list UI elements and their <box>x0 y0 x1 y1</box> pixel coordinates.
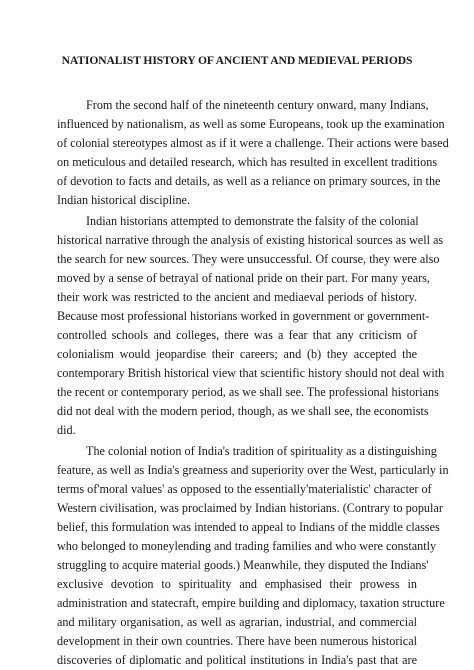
paragraph-3-line-9: administration and statecraft, empire building and diplomacy, taxation structure <box>57 596 445 610</box>
paragraph-3-line-12: discoveries of diplomatic and political institutions in India's past that are <box>57 653 417 667</box>
paragraph-2-line-9: contemporary British historical view that scientific history should not deal with <box>57 366 445 380</box>
paragraph-2-line-2: historical narrative through the analysis of existing historical sources as well as <box>57 233 444 247</box>
paragraph-3-line-11: development in their own countries. There have been numerous historical <box>57 634 417 648</box>
paragraph-1-line-2: influenced by nationalism, as well as some Europeans, took up the examination <box>57 117 445 131</box>
paragraph-3-line-1: The colonial notion of India's tradition of spirituality as a distinguishing <box>86 444 437 458</box>
paragraph-3-line-5: belief, this formulation was intended to appeal to Indians of the middle classes <box>57 520 440 534</box>
paragraph-1-line-1: From the second half of the nineteenth century onward, many Indians, <box>86 98 429 112</box>
paragraph-3-line-2: feature, as well as India's greatness and superiority over the West, particularly in <box>57 463 449 477</box>
paragraph-2-line-6: Because most professional historians worked in government or government- <box>57 309 430 323</box>
paragraph-2-line-8: colonialism would jeopardise their careers; and (b) they accepted the <box>57 347 417 361</box>
paragraph-2-line-11: did not deal with the modern period, though, as we shall see, the economists <box>57 404 429 418</box>
paragraph-2-line-4: moved by a sense of betrayal of national pride on their part. For many years, <box>57 271 430 285</box>
paragraph-3-line-6: who belonged to moneylending and trading families and who were constantly <box>57 539 437 553</box>
paragraph-2-line-3: the search for new sources. They were unsuccessful. Of course, they were also <box>57 252 440 266</box>
paragraph-2-line-5: their work was restricted to the ancient and mediaeval periods of history. <box>57 290 417 304</box>
paragraph-2-line-7: controlled schools and colleges, there was a fear that any criticism of <box>57 328 417 342</box>
paragraph-1-line-3: of colonial stereotypes almost as if it were a challenge. Their actions were based <box>57 136 449 150</box>
paragraph-1-line-4: on meticulous and detailed research, which has resulted in excellent traditions <box>57 155 438 169</box>
paragraph-3-line-7: struggling to acquire material goods.) Meanwhile, they disputed the Indians' <box>57 558 429 572</box>
paragraph-3-line-10: and military organisation, as well as agrarian, industrial, and commercial <box>57 615 417 629</box>
paragraph-1-line-5: of devotion to facts and details, as well as a reliance on primary sources, in the <box>57 174 441 188</box>
paragraph-1-line-6: Indian historical discipline. <box>57 193 191 207</box>
paragraph-3-line-3: terms of'moral values' as opposed to the essentially'materialistic' character of <box>57 482 432 496</box>
paragraph-3-line-8: exclusive devotion to spirituality and emphasised their prowess in <box>57 577 417 591</box>
paragraph-2-line-12: did. <box>57 423 76 437</box>
paragraph-2-line-1: Indian historians attempted to demonstrate the falsity of the colonial <box>86 214 419 228</box>
paragraph-2-line-10: the recent or contemporary period, as we shall see. The professional historians <box>57 385 439 399</box>
paragraph-3-line-4: Western civilisation, was proclaimed by Indian historians. (Contrary to popular <box>57 501 443 515</box>
document-title: NATIONALIST HISTORY OF ANCIENT AND MEDIEVAL PERIODS <box>61 54 413 67</box>
